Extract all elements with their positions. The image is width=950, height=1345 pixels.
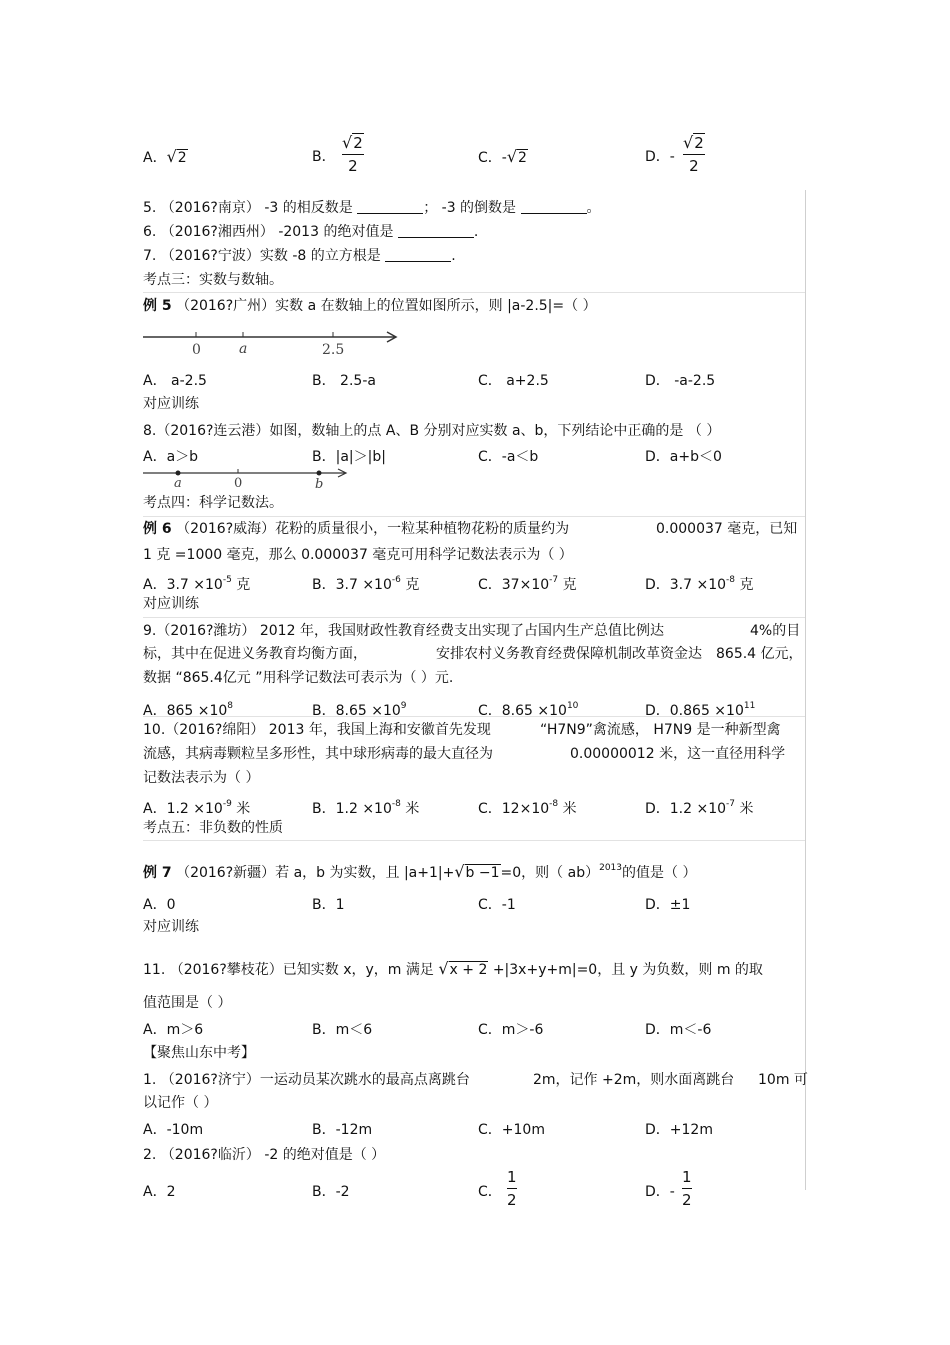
question-6: 6. （2016?湘西州） -2013 的绝对值是 . (143, 224, 479, 240)
sd-question-1: 1. （2016?济宁）一运动员某次跳水的最高点离跳台 (143, 1072, 470, 1088)
question-9-line2-c: 865.4 亿元， (716, 646, 803, 662)
sd2-option-a: A．2 (143, 1184, 176, 1200)
example-7: 例 7 （2016?新疆）若 a，b 为实数，且 |a+1|+√b −1=0，则（ ab）$^{2013}$的值是（ ） (143, 862, 697, 881)
ex7-option-a: A．0 (143, 897, 176, 913)
question-10-line2: 流感，其病毒颗粒呈多形性，其中球形病毒的最大直径为 (143, 746, 493, 762)
training-heading: 对应训练 (143, 919, 199, 935)
option-c: C．-√2 (478, 147, 527, 166)
rule (143, 617, 805, 618)
ex7-option-d: D．±1 (645, 897, 691, 913)
training-heading: 对应训练 (143, 396, 199, 412)
sd-question-2: 2. （2016?临沂） -2 的绝对值是（ ） (143, 1147, 386, 1163)
ex5-option-b: B． 2.5-a (312, 373, 376, 389)
question-10-end: “H7N9”禽流感， H7N9 是一种新型禽 (540, 722, 781, 738)
example-5: 例 5 （2016?广州）实数 a 在数轴上的位置如图所示，则 |a-2.5|=（ ） (143, 298, 597, 314)
question-11-line2: 值范围是（ ） (143, 995, 232, 1011)
ex6-option-a: A．$3.7 \times 10^{-5}$ 克 (143, 575, 251, 593)
q11-option-a: A．m＞6 (143, 1022, 204, 1038)
fraction-one-half: 1 2 (507, 1168, 517, 1209)
q8-option-c: C．-a＜b (478, 449, 539, 465)
example-6-end: 0.000037 毫克，已知 (656, 521, 798, 537)
question-9-end: 4%的目 (750, 623, 801, 639)
example-6: 例 6 （2016?威海）花粉的质量很小，一粒某种植物花粉的质量约为 (143, 521, 570, 537)
fraction-neg-one-half: 1 2 (682, 1168, 692, 1209)
question-9: 9.（2016?潍坊） 2012 年，我国财政性教育经费支出实现了占国内生产总值比例达 (143, 623, 664, 639)
q8-option-b: B．|a|＞|b| (312, 449, 386, 465)
option-d-label: D．- (645, 149, 675, 165)
sd2-option-c-label: C． (478, 1184, 502, 1200)
q10-option-a: A．$1.2 \times 10^{-9}$ 米 (143, 799, 251, 817)
q11-option-b: B．m＜6 (312, 1022, 373, 1038)
sd2-option-b: B．-2 (312, 1184, 350, 1200)
q11-option-d: D．m＜-6 (645, 1022, 712, 1038)
ex7-option-b: B．1 (312, 897, 345, 913)
ex5-option-d: D． -a-2.5 (645, 373, 716, 389)
sd-question-1-mid: 2m，记作 +2m，则水面离跳台 (533, 1072, 735, 1088)
question-10: 10.（2016?绵阳） 2013 年，我国上海和安徽首先发现 (143, 722, 491, 738)
section-heading: 【聚焦山东中考】 (143, 1045, 255, 1061)
example-6-line2: 1 克 =1000 毫克，那么 0.000037 毫克可用科学记数法表示为（ ） (143, 547, 573, 563)
sd2-option-d-label: D．- (645, 1184, 675, 1200)
axis-label-0: 0 (234, 476, 243, 491)
q10-option-d: D．$1.2 \times 10^{-7}$ 米 (645, 799, 754, 817)
sd1-option-c: C．+10m (478, 1122, 545, 1138)
ex7-option-c: C．-1 (478, 897, 516, 913)
question-11: 11. （2016?攀枝花）已知实数 x，y，m 满足 √x + 2 +|3x+y+m|=0，且 y 为负数，则 m 的取 (143, 959, 763, 978)
q11-option-c: C．m＞-6 (478, 1022, 544, 1038)
right-border (805, 190, 806, 1190)
axis-label-b: b (315, 477, 324, 492)
number-line-q8 (143, 465, 353, 493)
number-line-ex5 (143, 326, 403, 358)
question-9-line2: 标，其中在促进义务教育均衡方面， (143, 646, 367, 662)
option-b-label: B． (312, 149, 336, 165)
question-8: 8.（2016?连云港）如图，数轴上的点 A、B 分别对应实数 a、b，下列结论中正确的是 （ ） (143, 423, 721, 439)
training-heading: 对应训练 (143, 596, 199, 612)
section-heading: 考点四：科学记数法。 (143, 495, 283, 511)
sd1-option-a: A．-10m (143, 1122, 204, 1138)
ex6-option-c: C．$37\times 10^{-7}$ 克 (478, 575, 577, 593)
ex5-option-a: A． a-2.5 (143, 373, 207, 389)
question-5: 5. （2016?南京） -3 的相反数是 ； -3 的倒数是 。 (143, 200, 601, 216)
section-heading: 考点五：非负数的性质 (143, 820, 283, 836)
q9-option-c: C．$8.65 \times 10^{10}$ (478, 701, 579, 719)
rule (143, 292, 805, 293)
sd1-option-d: D．+12m (645, 1122, 713, 1138)
q8-option-a: A．a＞b (143, 449, 199, 465)
rule (143, 840, 805, 841)
question-9-line3: 数据 “865.4亿元 ”用科学记数法可表示为（ ）元. (143, 670, 454, 686)
question-7: 7. （2016?宁波）实数 -8 的立方根是 . (143, 248, 456, 264)
question-10-line2-end: 0.00000012 米，这一直径用科学 (570, 746, 786, 762)
q9-option-d: D．$0.865 \times 10^{11}$ (645, 701, 756, 719)
question-9-line2-b: 安排农村义务教育经费保障机制改革资金达 (436, 646, 702, 662)
axis-label-a: a (239, 341, 248, 357)
q9-option-a: A．$865 \times 10^8$ (143, 701, 234, 719)
question-10-line3: 记数法表示为（ ） (143, 770, 260, 786)
option-a: A．√2 (143, 147, 187, 166)
axis-label-a: a (174, 476, 182, 491)
sd1-option-b: B．-12m (312, 1122, 373, 1138)
sd-question-1-end: 10m 可 (758, 1072, 808, 1088)
q10-option-c: C．$12\times 10^{-8}$ 米 (478, 799, 577, 817)
sd-question-1-line2: 以记作（ ） (143, 1095, 218, 1111)
q9-option-b: B．$8.65 \times 10^9$ (312, 701, 407, 719)
ex6-option-d: D．$3.7 \times 10^{-8}$ 克 (645, 575, 754, 593)
axis-label-2-5: 2.5 (322, 342, 345, 358)
fraction-neg-sqrt2-over-2: √2 2 (683, 133, 704, 175)
q8-option-d: D．a+b＜0 (645, 449, 722, 465)
ex5-option-c: C． a+2.5 (478, 373, 549, 389)
section-heading: 考点三：实数与数轴。 (143, 272, 283, 288)
axis-label-0: 0 (192, 342, 201, 358)
q10-option-b: B．$1.2 \times 10^{-8}$ 米 (312, 799, 420, 817)
fraction-sqrt2-over-2: √2 2 (342, 133, 363, 175)
rule (143, 516, 805, 517)
ex6-option-b: B．$3.7 \times 10^{-6}$ 克 (312, 575, 420, 593)
